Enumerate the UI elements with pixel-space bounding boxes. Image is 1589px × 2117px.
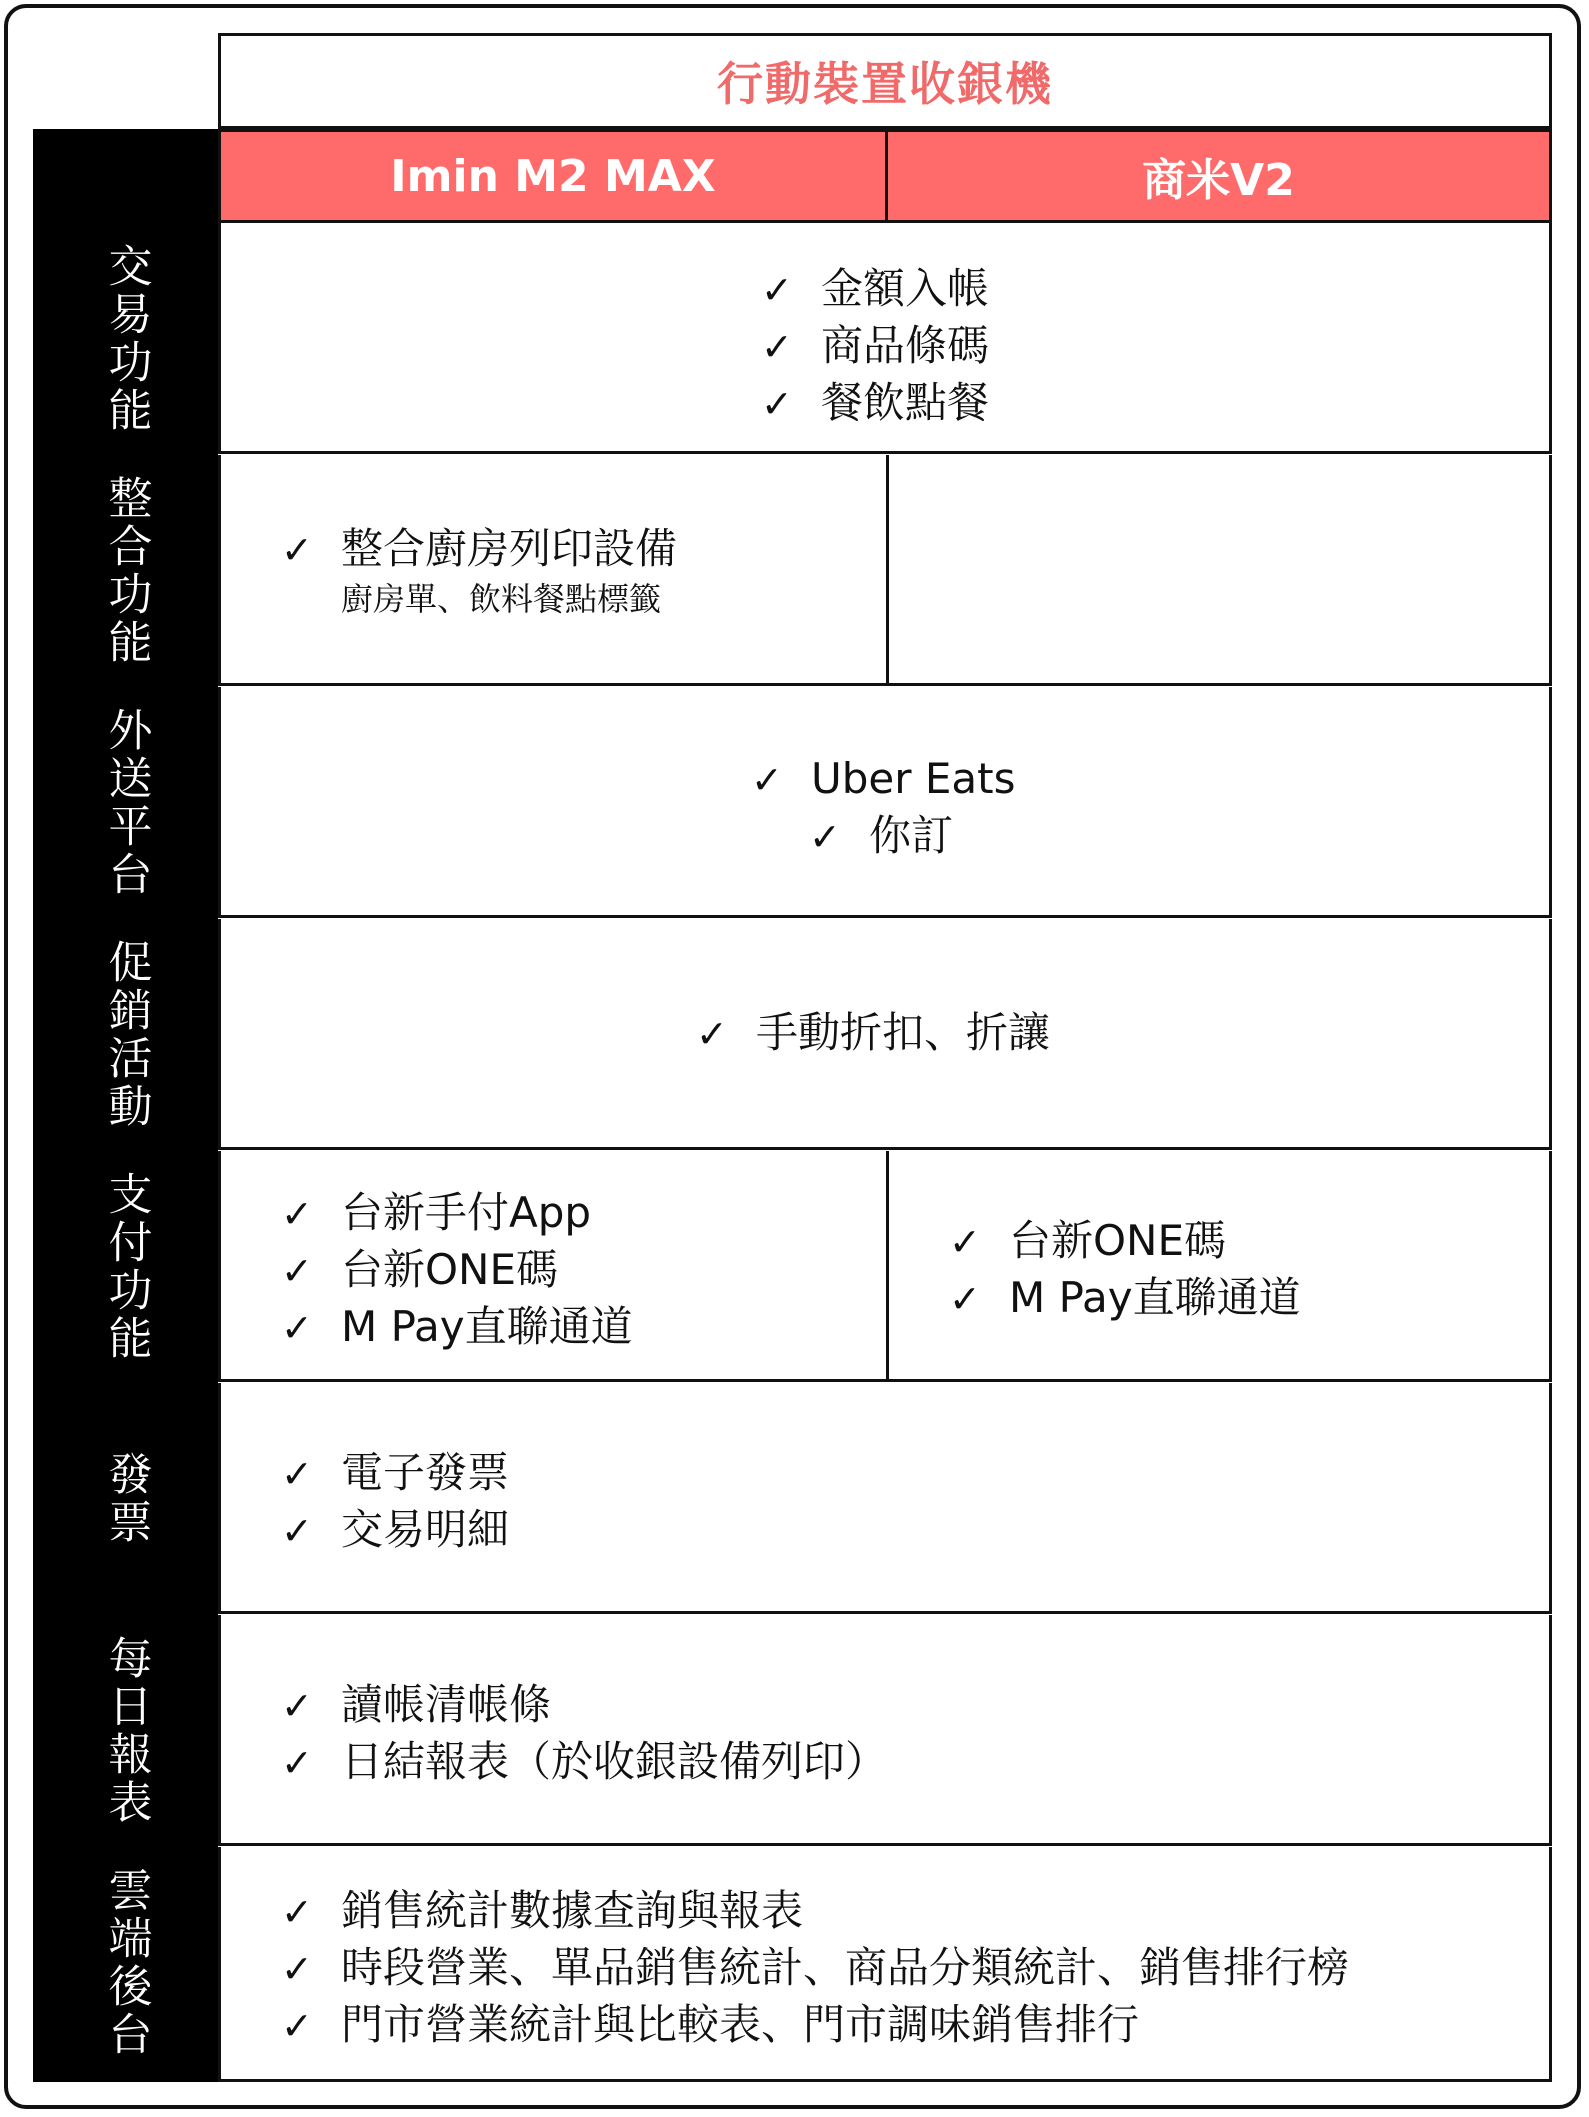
row-invoice xyxy=(218,1383,1552,1614)
row-label-text: 雲端後台 xyxy=(100,1866,152,2059)
list-item xyxy=(949,1213,1301,1270)
list-item xyxy=(281,1242,633,1299)
check-icon: ✓ xyxy=(809,815,841,859)
feature-text: 時段營業、單品銷售統計、商品分類統計、銷售排行榜 xyxy=(341,1943,1350,1992)
feature-text: 電子發票 xyxy=(341,1448,510,1497)
feature-text: 門市營業統計與比較表、門市調味銷售排行 xyxy=(341,2000,1140,2049)
list-item xyxy=(281,1677,887,1734)
table-title: 行動裝置收銀機 xyxy=(717,57,1053,111)
feature-subtext: 廚房單、飲料餐點標籤 xyxy=(341,580,662,618)
check-icon: ✓ xyxy=(281,1509,313,1553)
feature-list xyxy=(281,1883,1349,2054)
feature-text: 台新ONE碼 xyxy=(341,1245,559,1294)
feature-text: 台新手付App xyxy=(341,1188,592,1237)
feature-list-right xyxy=(949,1213,1301,1327)
row-label-text: 外送平台 xyxy=(100,706,152,899)
check-icon: ✓ xyxy=(281,528,313,572)
check-icon: ✓ xyxy=(696,1012,728,1056)
check-icon: ✓ xyxy=(281,1890,313,1934)
feature-text: 銷售統計數據查詢與報表 xyxy=(341,1886,804,1935)
check-icon: ✓ xyxy=(761,325,793,369)
list-item xyxy=(949,1270,1301,1327)
row-label-text: 每日報表 xyxy=(100,1634,152,1827)
list-item xyxy=(281,1734,887,1791)
feature-list xyxy=(696,1005,1050,1062)
list-item xyxy=(751,751,1015,808)
list-item xyxy=(696,1005,1050,1062)
check-icon: ✓ xyxy=(281,1192,313,1236)
list-item xyxy=(281,521,677,578)
row-label-2 xyxy=(33,687,218,918)
row-daily-report xyxy=(218,1615,1552,1846)
list-item xyxy=(281,1997,1349,2054)
feature-text: 手動折扣、折讓 xyxy=(756,1008,1051,1057)
row-label-1 xyxy=(33,455,218,686)
feature-list xyxy=(751,751,1015,865)
list-item xyxy=(281,1940,1349,1997)
list-item xyxy=(281,1185,633,1242)
check-icon: ✓ xyxy=(281,1306,313,1350)
list-item xyxy=(761,375,989,432)
feature-list xyxy=(761,261,989,432)
column-divider xyxy=(886,455,889,683)
feature-list-left xyxy=(281,521,677,620)
check-icon: ✓ xyxy=(761,268,793,312)
list-item xyxy=(281,1299,633,1356)
row-label-text: 支付功能 xyxy=(100,1170,152,1363)
row-label-text: 促銷活動 xyxy=(100,938,152,1131)
row-label-text: 整合功能 xyxy=(100,474,152,667)
check-icon: ✓ xyxy=(281,2004,313,2048)
check-icon: ✓ xyxy=(281,1452,313,1496)
list-item xyxy=(281,1445,509,1502)
feature-text: 讀帳清帳條 xyxy=(341,1680,552,1729)
check-icon: ✓ xyxy=(281,1249,313,1293)
row-label-5 xyxy=(33,1383,218,1614)
check-icon: ✓ xyxy=(949,1220,981,1264)
feature-list-left xyxy=(281,1185,633,1356)
feature-text: 日結報表（於收銀設備列印） xyxy=(341,1737,888,1786)
feature-text: 商品條碼 xyxy=(821,321,990,370)
row-integration xyxy=(218,455,1552,686)
feature-text: 金額入帳 xyxy=(821,264,990,313)
column-header-label: 商米V2 xyxy=(1142,155,1295,206)
row-label-0 xyxy=(33,223,218,454)
feature-text: M Pay直聯通道 xyxy=(1009,1273,1301,1322)
check-icon: ✓ xyxy=(281,1947,313,1991)
table-title-cell xyxy=(218,33,1552,129)
check-icon: ✓ xyxy=(281,1684,313,1728)
feature-text: 整合廚房列印設備 xyxy=(341,524,678,573)
row-transaction xyxy=(218,223,1552,454)
row-delivery xyxy=(218,687,1552,918)
feature-text: M Pay直聯通道 xyxy=(341,1302,633,1351)
feature-text: 你訂 xyxy=(869,811,954,860)
list-item xyxy=(761,318,989,375)
row-promotion xyxy=(218,919,1552,1150)
feature-text: Uber Eats xyxy=(811,754,1016,803)
check-icon: ✓ xyxy=(761,382,793,426)
feature-list xyxy=(281,1677,887,1791)
feature-list xyxy=(281,1445,509,1559)
row-label-3 xyxy=(33,919,218,1150)
check-icon: ✓ xyxy=(281,1741,313,1785)
list-item xyxy=(761,261,989,318)
column-header-label: Imin M2 MAX xyxy=(390,150,716,202)
row-label-text: 發票 xyxy=(100,1450,152,1547)
column-header-imin xyxy=(218,129,888,223)
list-item xyxy=(281,1502,509,1559)
feature-text: 餐飲點餐 xyxy=(821,378,990,427)
feature-text: 交易明細 xyxy=(341,1505,510,1554)
comparison-grid xyxy=(218,129,1552,2082)
check-icon: ✓ xyxy=(949,1277,981,1321)
row-label-text: 交易功能 xyxy=(100,242,152,435)
check-icon: ✓ xyxy=(751,758,783,802)
row-label-6 xyxy=(33,1615,218,1846)
feature-text: 台新ONE碼 xyxy=(1009,1216,1227,1265)
column-header-sunmi xyxy=(885,129,1552,223)
row-cloud-backend xyxy=(218,1847,1552,2082)
column-divider xyxy=(886,1151,889,1379)
row-payment xyxy=(218,1151,1552,1382)
row-label-4 xyxy=(33,1151,218,1382)
list-item xyxy=(809,808,1015,865)
row-label-7 xyxy=(33,1847,218,2078)
list-item xyxy=(281,1883,1349,1940)
